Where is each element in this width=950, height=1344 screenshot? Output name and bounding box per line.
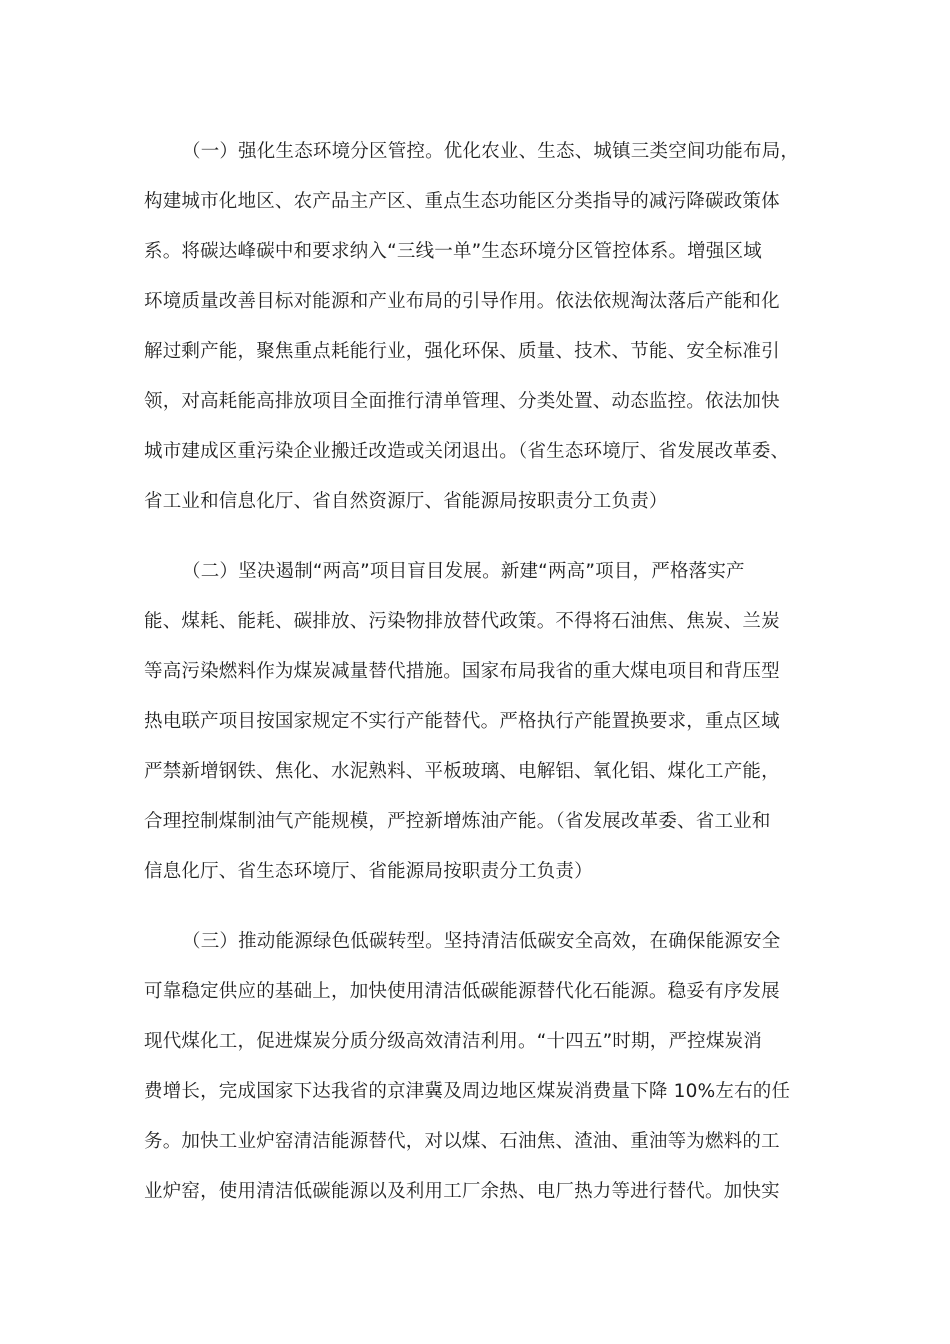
paragraph-line: 可靠稳定供应的基础上，加快使用清洁低碳能源替代化石能源。稳妥有序发展: [144, 981, 780, 1002]
paragraph-line: （二）坚决遏制“两高”项目盲目发展。新建“两高”项目，严格落实产: [182, 561, 745, 582]
paragraph-line: 信息化厅、省生态环境厅、省能源局按职责分工负责）: [144, 861, 593, 882]
paragraph-1: [144, 127, 824, 527]
paragraph-line: 现代煤化工，促进煤炭分质分级高效清洁利用。“十四五”时期，严控煤炭消: [144, 1031, 762, 1052]
paragraph-line: 领，对高耗能高排放项目全面推行清单管理、分类处置、动态监控。依法加快: [144, 391, 780, 412]
paragraph-line: 热电联产项目按国家规定不实行产能替代。严格执行产能置换要求，重点区域: [144, 711, 780, 732]
paragraph-line: 城市建成区重污染企业搬迁改造或关闭退出。（省生态环境厅、省发展改革委、: [144, 441, 790, 462]
paragraph-line: 环境质量改善目标对能源和产业布局的引导作用。依法依规淘汰落后产能和化: [144, 291, 780, 312]
paragraph-line: 解过剩产能，聚焦重点耗能行业，强化环保、质量、技术、节能、安全标准引: [144, 341, 780, 362]
paragraph-line: 构建城市化地区、农产品主产区、重点生态功能区分类指导的减污降碳政策体: [144, 191, 780, 212]
paragraph-line: 能、煤耗、能耗、碳排放、污染物排放替代政策。不得将石油焦、焦炭、兰炭: [144, 611, 780, 632]
paragraph-line: （一）强化生态环境分区管控。优化农业、生态、城镇三类空间功能布局，: [182, 141, 800, 162]
paragraph-line: （三）推动能源绿色低碳转型。坚持清洁低碳安全高效，在确保能源安全: [182, 931, 781, 952]
paragraph-line: 费增长，完成国家下达我省的京津冀及周边地区煤炭消费量下降 10%左右的任: [144, 1081, 791, 1102]
paragraph-line: 务。加快工业炉窑清洁能源替代，对以煤、石油焦、渣油、重油等为燃料的工: [144, 1131, 780, 1152]
paragraph-line: 省工业和信息化厅、省自然资源厅、省能源局按职责分工负责）: [144, 491, 668, 512]
paragraph-line: 等高污染燃料作为煤炭减量替代措施。国家布局我省的重大煤电项目和背压型: [144, 661, 780, 682]
paragraph-line: 合理控制煤制油气产能规模，严控新增炼油产能。（省发展改革委、省工业和: [144, 811, 771, 832]
paragraph-3: [144, 917, 824, 1217]
paragraph-line: 系。将碳达峰碳中和要求纳入“三线一单”生态环境分区管控体系。增强区域: [144, 241, 762, 262]
paragraph-line: 严禁新增钢铁、焦化、水泥熟料、平板玻璃、电解铝、氧化铝、煤化工产能，: [144, 761, 780, 782]
paragraph-line: 业炉窑，使用清洁低碳能源以及利用工厂余热、电厂热力等进行替代。加快实: [144, 1181, 780, 1202]
paragraph-2: [144, 547, 824, 897]
